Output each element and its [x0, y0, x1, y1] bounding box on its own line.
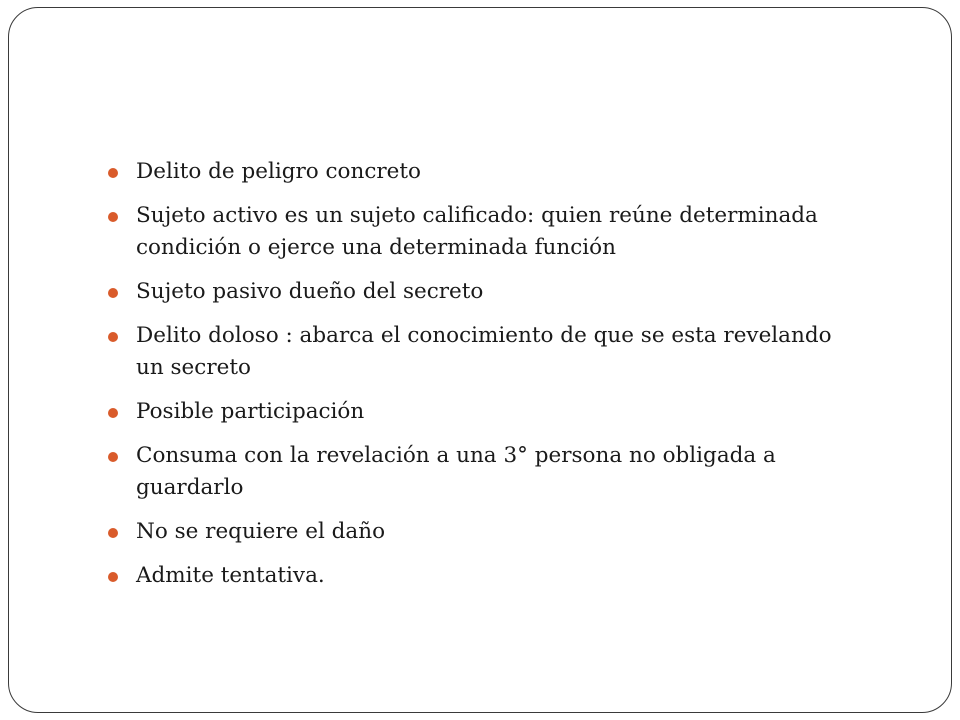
bullet-item — [106, 320, 866, 384]
bullet-dot-icon — [108, 572, 118, 582]
bullet-dot-icon — [108, 528, 118, 538]
bullet-text: Delito de peligro concreto — [136, 159, 421, 184]
bullet-item — [106, 156, 866, 188]
bullet-dot-icon — [108, 212, 118, 222]
bullet-dot-icon — [108, 288, 118, 298]
bullet-item — [106, 276, 866, 308]
bullet-item — [106, 396, 866, 428]
bullet-dot-icon — [108, 168, 118, 178]
bullet-text: Delito doloso : abarca el conocimiento de que se esta revelando un secreto — [136, 323, 832, 380]
bullet-text: Sujeto pasivo dueño del secreto — [136, 279, 484, 304]
slide-content — [106, 156, 866, 604]
bullet-text: Consuma con la revelación a una 3° persona no obligada a guardarlo — [136, 443, 776, 500]
bullet-list — [106, 156, 866, 592]
bullet-dot-icon — [108, 332, 118, 342]
bullet-dot-icon — [108, 452, 118, 462]
bullet-item — [106, 440, 866, 504]
bullet-text: Posible participación — [136, 399, 365, 424]
bullet-item — [106, 516, 866, 548]
bullet-text: Admite tentativa. — [136, 563, 325, 588]
bullet-text: No se requiere el daño — [136, 519, 386, 544]
bullet-item — [106, 200, 866, 264]
bullet-dot-icon — [108, 408, 118, 418]
bullet-item — [106, 560, 866, 592]
bullet-text: Sujeto activo es un sujeto calificado: quien reúne determinada condición o ejerce una determinada función — [136, 203, 818, 260]
